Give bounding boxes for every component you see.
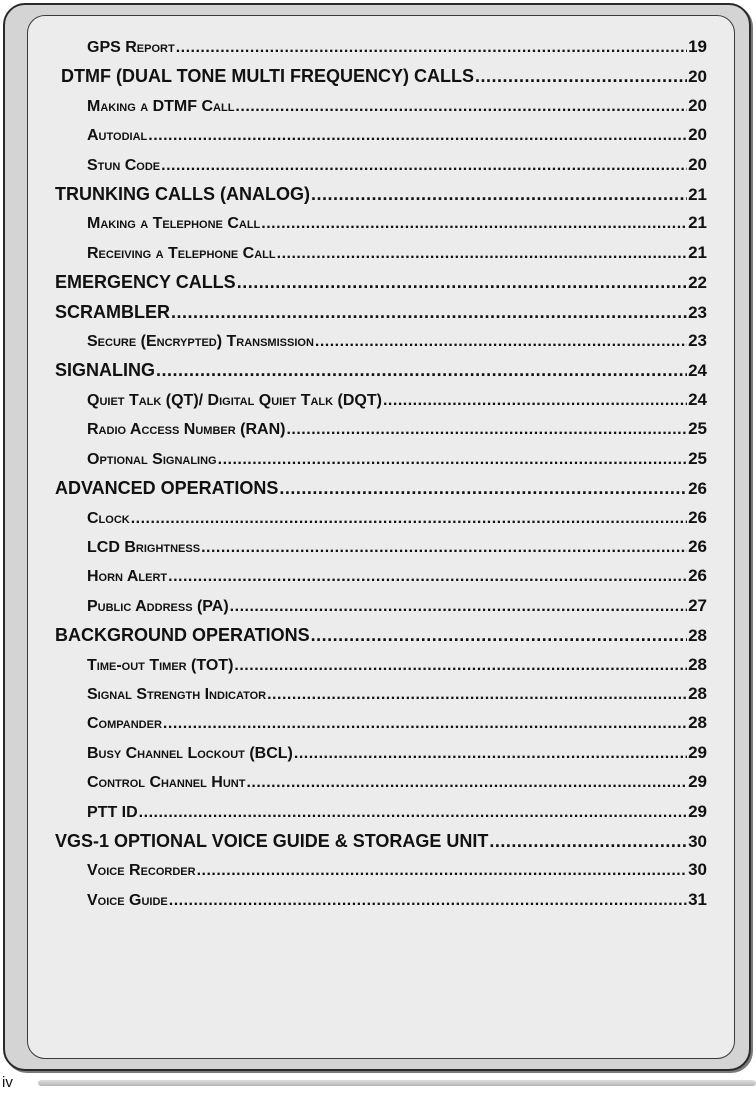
toc-dot-leader <box>261 215 687 233</box>
toc-entry-page: 26 <box>688 536 707 556</box>
toc-entry[interactable] <box>55 743 707 772</box>
toc-entry-page: 28 <box>688 683 707 703</box>
toc-entry[interactable] <box>55 243 707 272</box>
toc-dot-leader <box>156 360 687 381</box>
toc-entry-page: 26 <box>688 507 707 527</box>
toc-entry-title: Control Channel Hunt <box>87 774 246 792</box>
toc-dot-leader <box>234 657 687 675</box>
footer-bar <box>38 1080 756 1086</box>
toc-entry-page: 20 <box>688 154 707 174</box>
toc-entry-page: 28 <box>688 654 707 674</box>
toc-entry-page: 28 <box>688 626 707 646</box>
toc-entry[interactable] <box>55 390 707 419</box>
toc-entry-title: LCD Brightness <box>87 538 201 556</box>
toc-dot-leader <box>489 831 687 852</box>
toc-dot-leader <box>131 510 687 528</box>
toc-entry-title: PTT ID <box>87 803 138 821</box>
toc-dot-leader <box>294 745 687 763</box>
toc-entry-title: Busy Channel Lockout (BCL) <box>87 744 293 762</box>
toc-entry-title: GPS Report <box>87 39 175 56</box>
toc-entry-page: 22 <box>688 273 707 293</box>
toc-dot-leader <box>235 98 687 116</box>
toc-entry[interactable] <box>55 155 707 184</box>
toc-entry-title: Radio Access Number (RAN) <box>87 421 286 439</box>
toc-entry-title: TRUNKING CALLS (ANALOG) <box>55 184 310 205</box>
toc-dot-leader <box>197 862 688 880</box>
toc-dot-leader <box>311 625 687 646</box>
toc-entry[interactable] <box>55 860 707 889</box>
toc-entry[interactable] <box>55 419 707 448</box>
toc-entry-page: 26 <box>688 479 707 499</box>
toc-entry-title: Making a DTMF Call <box>87 97 235 115</box>
toc-entry[interactable] <box>55 508 707 537</box>
toc-entry[interactable] <box>55 360 707 389</box>
toc-entry-page: 29 <box>688 772 707 792</box>
toc-entry-title: ADVANCED OPERATIONS <box>55 478 279 499</box>
toc-entry-title: SCRAMBLER <box>55 301 170 322</box>
toc-entry-page: 23 <box>688 331 707 351</box>
toc-entry-title: Secure (Encrypted) Transmission <box>87 333 314 351</box>
toc-entry-page: 19 <box>688 37 707 56</box>
toc-entry[interactable] <box>55 566 707 595</box>
toc-entry-title: Clock <box>87 509 130 527</box>
toc-dot-leader <box>168 568 687 586</box>
toc-dot-leader <box>246 774 687 792</box>
toc-entry-page: 25 <box>688 448 707 468</box>
toc-entry-page: 25 <box>688 419 707 439</box>
toc-entry-title: Horn Alert <box>87 568 168 586</box>
toc-entry-title: DTMF (DUAL TONE MULTI FREQUENCY) CALLS <box>61 66 474 87</box>
toc-entry-title: Stun Code <box>87 156 161 174</box>
toc-entry-title: Time-out Timer (TOT) <box>87 656 234 674</box>
toc-entry-page: 31 <box>688 889 707 909</box>
toc-dot-leader <box>176 39 687 57</box>
toc-dot-leader <box>139 804 687 822</box>
toc-dot-leader <box>277 245 687 263</box>
toc-dot-leader <box>383 392 687 410</box>
table-of-contents <box>55 37 707 919</box>
toc-dot-leader <box>169 892 687 910</box>
toc-entry-title: Compander <box>87 715 162 733</box>
toc-entry[interactable] <box>55 478 707 507</box>
toc-dot-leader <box>163 715 687 733</box>
toc-entry-page: 24 <box>688 361 707 381</box>
toc-entry-page: 20 <box>688 67 707 87</box>
toc-dot-leader <box>315 333 687 351</box>
toc-entry[interactable] <box>55 331 707 360</box>
toc-dot-leader <box>475 66 687 87</box>
toc-entry-title: Voice Guide <box>87 891 168 909</box>
toc-entry-page: 24 <box>688 389 707 409</box>
toc-entry-page: 23 <box>688 302 707 322</box>
toc-entry-title: Quiet Talk (QT)/ Digital Quiet Talk (DQT) <box>87 391 382 409</box>
toc-entry-title: VGS-1 OPTIONAL VOICE GUIDE & STORAGE UNIT <box>55 830 489 851</box>
toc-entry-title: SIGNALING <box>55 360 156 381</box>
toc-entry[interactable] <box>55 802 707 831</box>
toc-dot-leader <box>230 598 687 616</box>
toc-dot-leader <box>286 421 687 439</box>
toc-entry[interactable] <box>55 890 707 919</box>
toc-dot-leader <box>171 302 687 323</box>
toc-entry[interactable] <box>55 302 707 331</box>
toc-entry-page: 29 <box>688 742 707 762</box>
toc-dot-leader <box>279 478 687 499</box>
toc-entry-title: Autodial <box>87 127 148 145</box>
toc-entry[interactable] <box>55 66 707 95</box>
toc-entry-page: 28 <box>688 713 707 733</box>
toc-entry[interactable] <box>55 125 707 154</box>
toc-dot-leader <box>267 686 687 704</box>
toc-entry-page: 27 <box>688 595 707 615</box>
toc-dot-leader <box>201 539 687 557</box>
toc-entry-page: 21 <box>688 185 707 205</box>
toc-entry-page: 21 <box>688 242 707 262</box>
toc-entry[interactable] <box>55 272 707 301</box>
toc-dot-leader <box>161 157 687 175</box>
page-number: iv <box>2 1074 13 1091</box>
toc-entry-title: Receiving a Telephone Call <box>87 244 276 262</box>
toc-entry-page: 26 <box>688 566 707 586</box>
toc-entry[interactable] <box>55 596 707 625</box>
toc-entry-page: 30 <box>688 831 707 851</box>
toc-entry[interactable] <box>55 37 707 66</box>
toc-entry[interactable] <box>55 655 707 684</box>
toc-entry-title: Signal Strength Indicator <box>87 685 267 703</box>
toc-entry-title: Making a Telephone Call <box>87 215 261 233</box>
toc-entry[interactable] <box>55 184 707 213</box>
toc-dot-leader <box>237 272 687 293</box>
toc-dot-leader <box>218 451 687 469</box>
toc-entry[interactable] <box>55 449 707 478</box>
toc-entry-title: Public Address (PA) <box>87 597 229 615</box>
toc-entry[interactable] <box>55 96 707 125</box>
toc-entry[interactable] <box>55 772 707 801</box>
toc-entry-title: Voice Recorder <box>87 862 196 880</box>
toc-dot-leader <box>148 127 687 145</box>
toc-entry-title: BACKGROUND OPERATIONS <box>55 625 310 646</box>
toc-entry-page: 21 <box>688 213 707 233</box>
toc-entry[interactable] <box>55 684 707 713</box>
toc-entry[interactable] <box>55 831 707 860</box>
toc-entry[interactable] <box>55 537 707 566</box>
toc-entry-page: 20 <box>688 125 707 145</box>
toc-entry-page: 30 <box>688 860 707 880</box>
toc-entry-title: Optional Signaling <box>87 450 217 468</box>
toc-entry[interactable] <box>55 625 707 654</box>
toc-dot-leader <box>311 184 687 205</box>
toc-entry-page: 29 <box>688 801 707 821</box>
toc-entry[interactable] <box>55 713 707 742</box>
toc-entry-title: EMERGENCY CALLS <box>55 272 236 293</box>
toc-entry-page: 20 <box>688 95 707 115</box>
toc-entry[interactable] <box>55 213 707 242</box>
